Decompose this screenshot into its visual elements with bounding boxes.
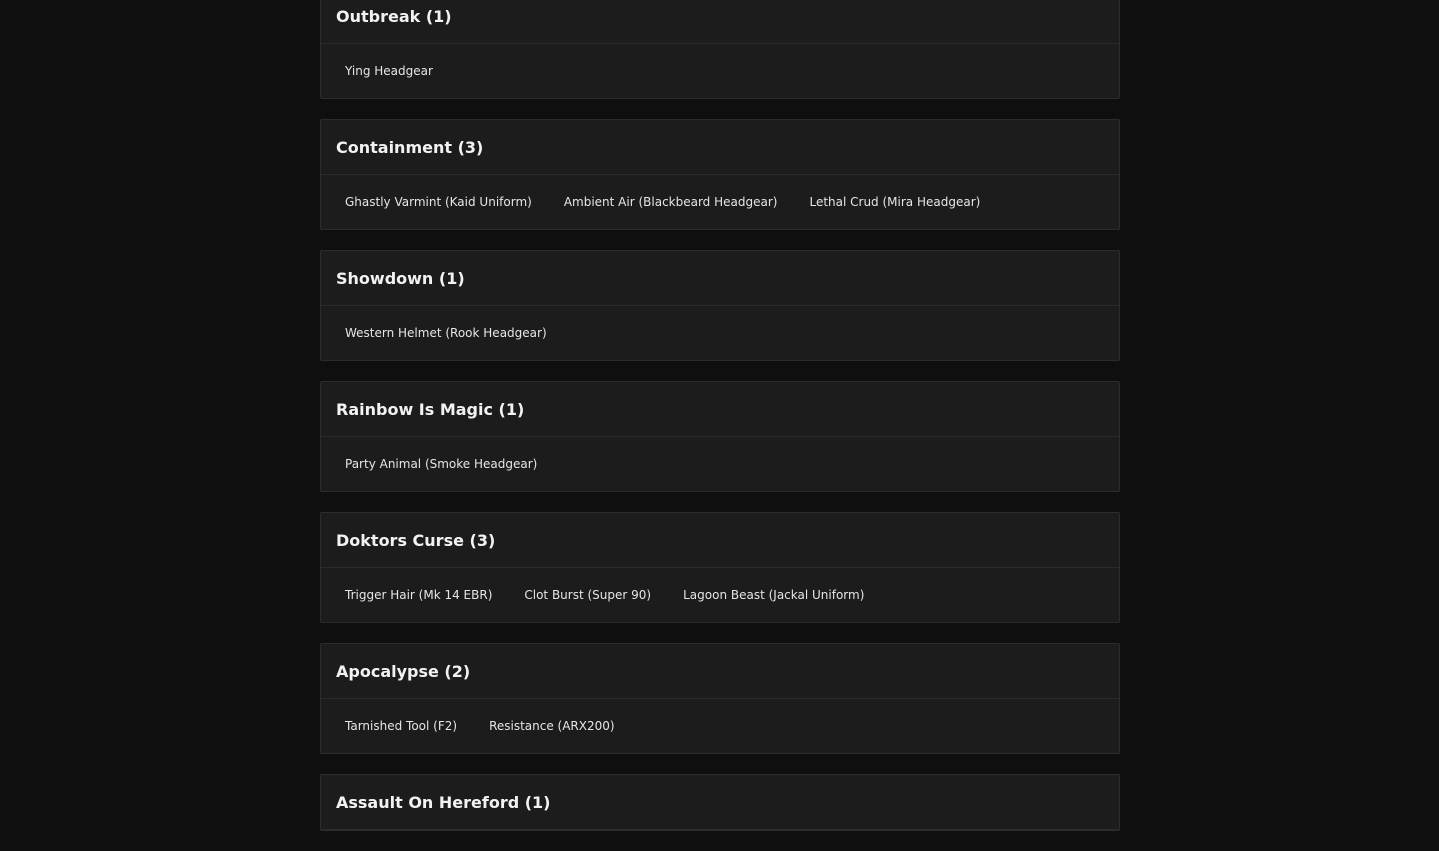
event-title: Rainbow Is Magic (1) bbox=[321, 382, 1119, 437]
event-title: Containment (3) bbox=[321, 120, 1119, 175]
event-item-link[interactable]: Ying Headgear bbox=[345, 64, 433, 78]
event-list bbox=[320, 0, 1120, 851]
event-title: Showdown (1) bbox=[321, 251, 1119, 306]
event-item-link[interactable]: Tarnished Tool (F2) bbox=[345, 719, 458, 733]
event-card-showdown bbox=[320, 250, 1120, 361]
event-items bbox=[321, 699, 1119, 753]
event-card-rainbow-is-magic bbox=[320, 381, 1120, 492]
event-items bbox=[321, 437, 1119, 491]
event-items bbox=[321, 306, 1119, 360]
event-title: Doktors Curse (3) bbox=[321, 513, 1119, 568]
event-title: Outbreak (1) bbox=[321, 0, 1119, 44]
event-item-link[interactable]: Western Helmet (Rook Headgear) bbox=[345, 326, 547, 340]
event-item-link[interactable]: Trigger Hair (Mk 14 EBR) bbox=[345, 588, 493, 602]
event-items bbox=[321, 568, 1119, 622]
event-card-outbreak bbox=[320, 0, 1120, 99]
event-card-assault-on-hereford bbox=[320, 774, 1120, 831]
event-title: Assault On Hereford (1) bbox=[321, 775, 1119, 830]
event-item-link[interactable]: Party Animal (Smoke Headgear) bbox=[345, 457, 538, 471]
event-card-apocalypse bbox=[320, 643, 1120, 754]
event-items bbox=[321, 44, 1119, 98]
event-title: Apocalypse (2) bbox=[321, 644, 1119, 699]
event-item-link[interactable]: Lethal Crud (Mira Headgear) bbox=[809, 195, 981, 209]
event-card-containment bbox=[320, 119, 1120, 230]
event-item-link[interactable]: Resistance (ARX200) bbox=[489, 719, 615, 733]
event-item-link[interactable]: Clot Burst (Super 90) bbox=[524, 588, 652, 602]
event-items bbox=[321, 175, 1119, 229]
event-card-doktors-curse bbox=[320, 512, 1120, 623]
event-item-link[interactable]: Ambient Air (Blackbeard Headgear) bbox=[563, 195, 778, 209]
event-item-link[interactable]: Lagoon Beast (Jackal Uniform) bbox=[683, 588, 865, 602]
event-item-link[interactable]: Ghastly Varmint (Kaid Uniform) bbox=[345, 195, 532, 209]
